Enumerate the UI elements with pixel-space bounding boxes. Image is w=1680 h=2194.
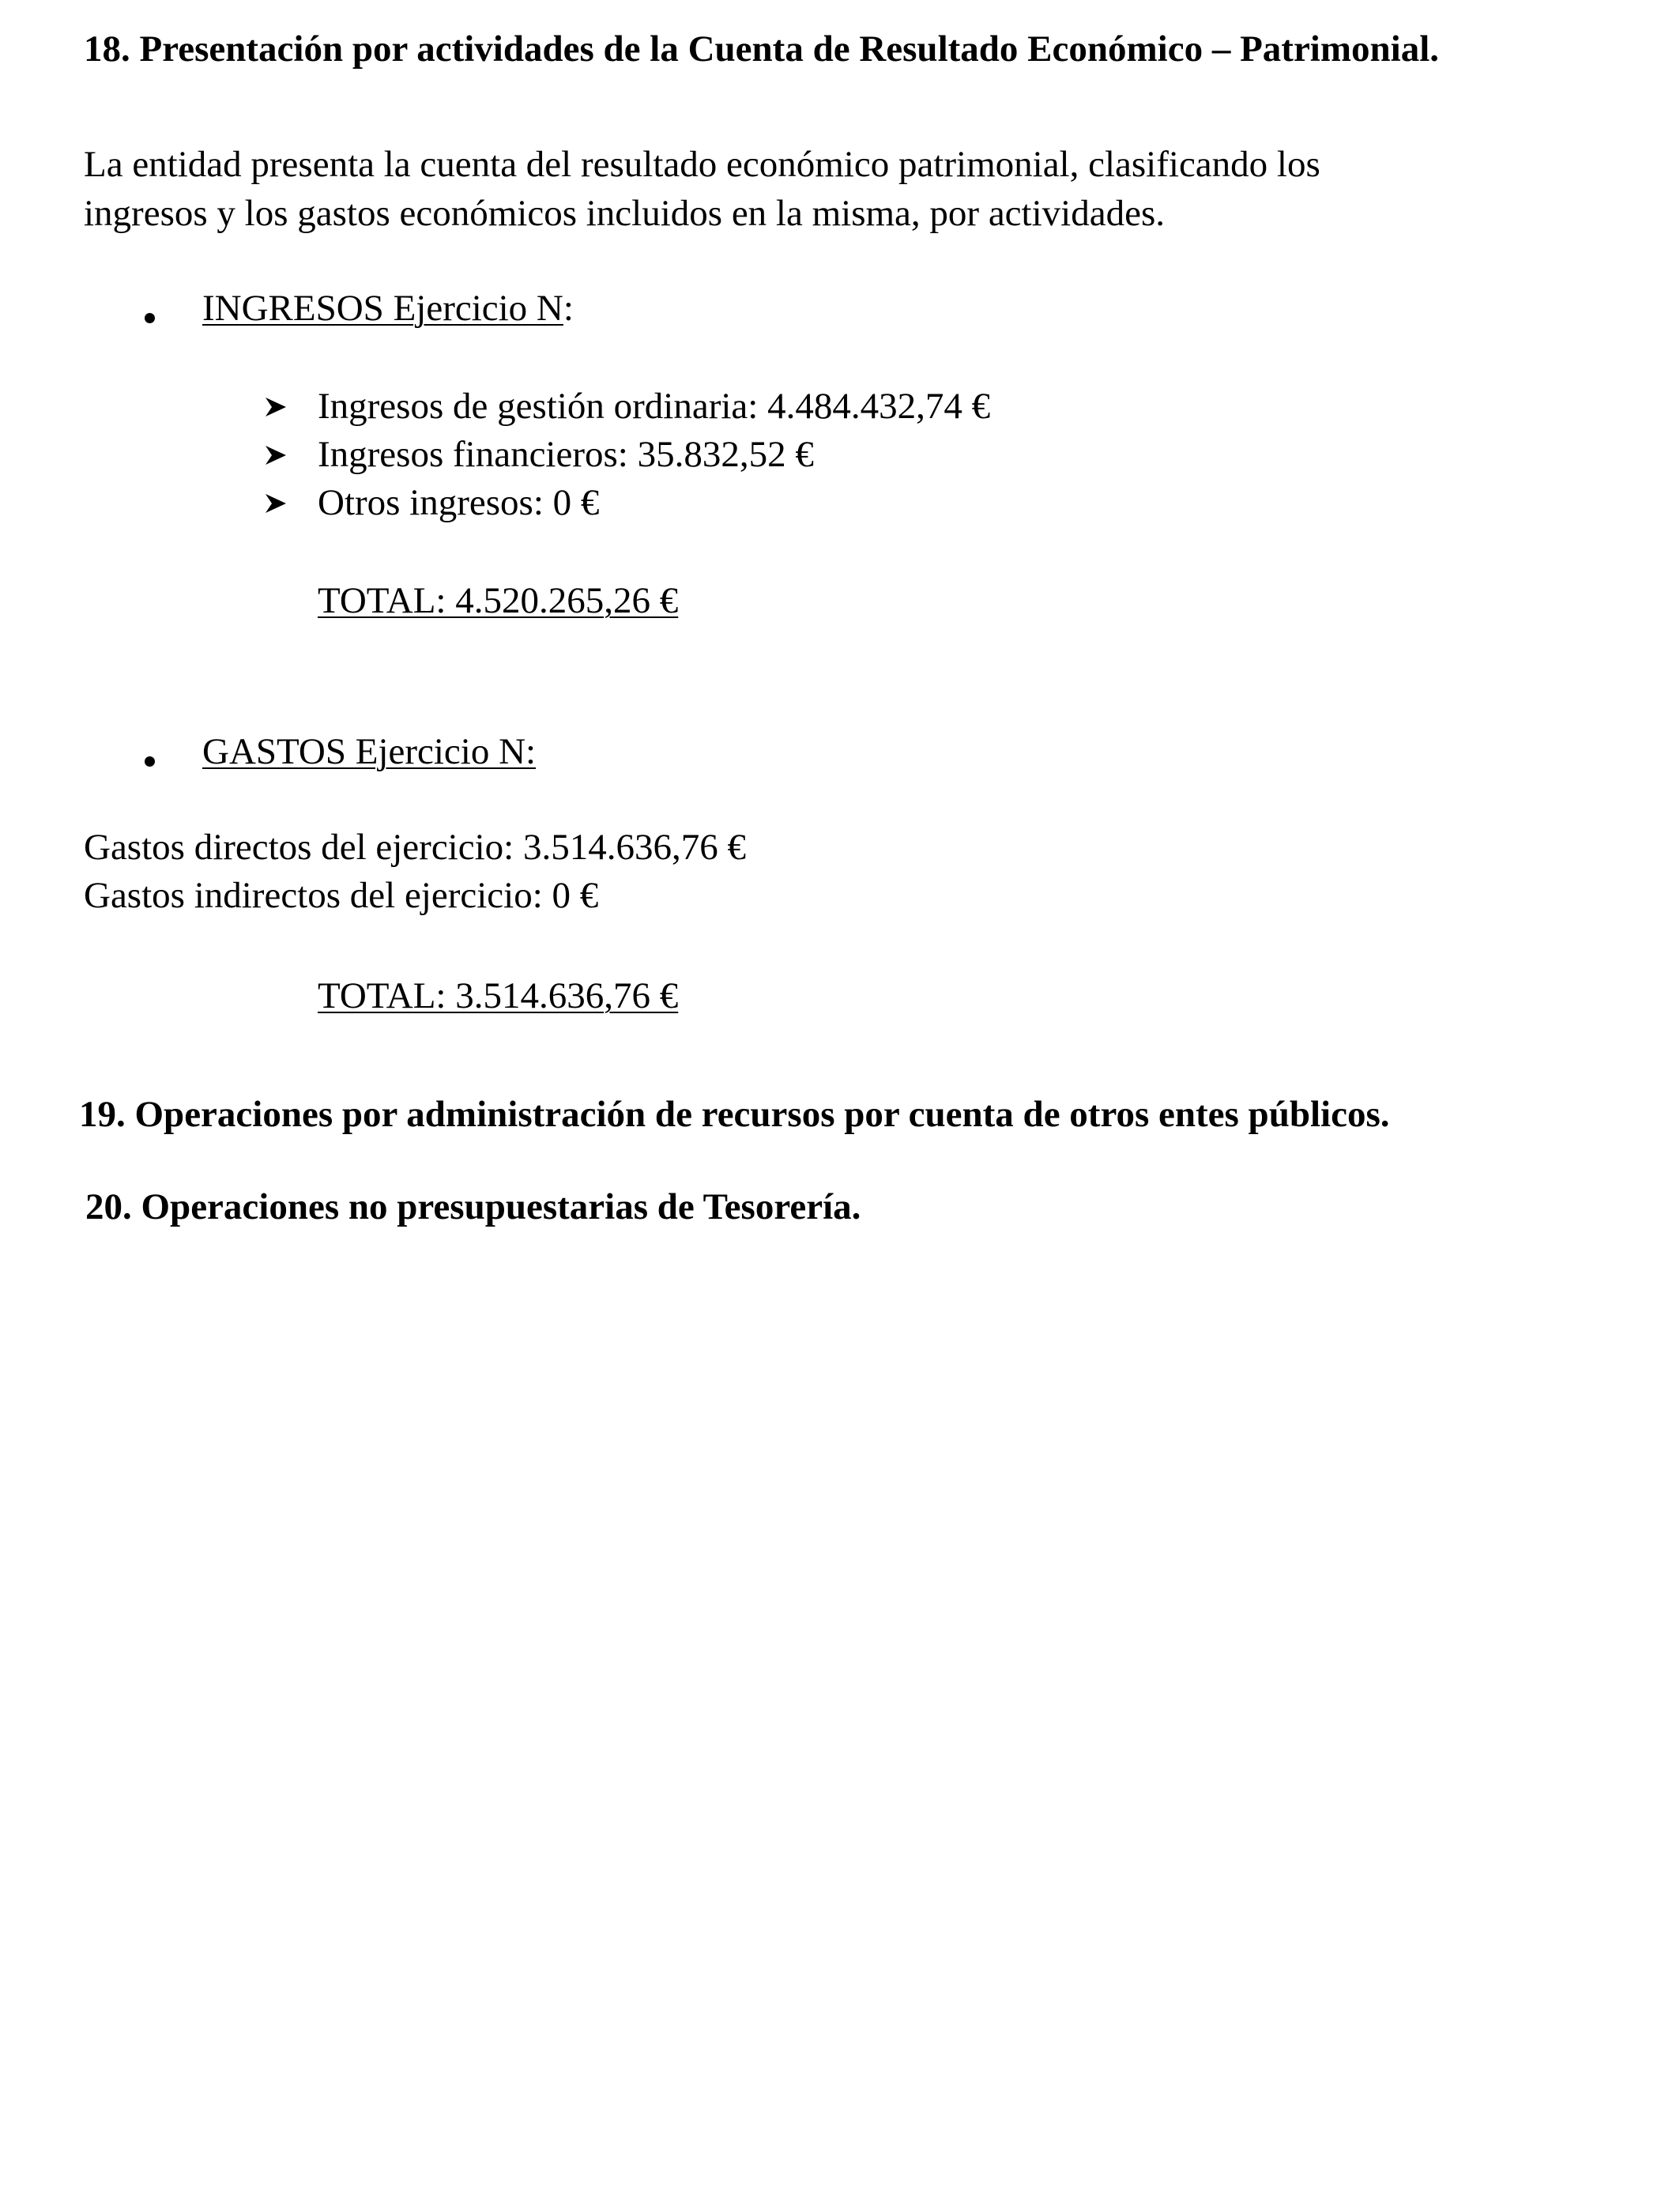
- section-20-heading: 20. Operaciones no presupuestarias de Tesorería.: [85, 1186, 861, 1227]
- gastos-item-indirectos: Gastos indirectos del ejercicio: 0 €: [84, 875, 599, 916]
- arrow-bullet-icon: [264, 443, 288, 467]
- intro-line-1: La entidad presenta la cuenta del resultado económico patrimonial, clasificando los: [84, 144, 1320, 185]
- arrow-bullet-icon: [264, 492, 288, 515]
- ingresos-title-colon: :: [563, 288, 574, 329]
- bullet-dot-icon: [145, 756, 155, 767]
- section-18-heading: 18. Presentación por actividades de la Cuenta de Resultado Económico – Patrimonial.: [84, 28, 1440, 70]
- ingresos-total: TOTAL: 4.520.265,26 €: [318, 580, 679, 621]
- gastos-title: GASTOS Ejercicio N:: [202, 731, 537, 772]
- intro-line-2: ingresos y los gastos económicos incluidos en la misma, por actividades.: [84, 193, 1165, 234]
- arrow-bullet-icon: [264, 395, 288, 419]
- gastos-total: TOTAL: 3.514.636,76 €: [318, 975, 679, 1016]
- ingresos-item-gestion-ordinaria: Ingresos de gestión ordinaria: 4.484.432,74 €: [318, 386, 991, 427]
- ingresos-title: INGRESOS Ejercicio N: [202, 288, 563, 329]
- ingresos-title-row: [202, 285, 574, 332]
- section-19-heading: 19. Operaciones por administración de recursos por cuenta de otros entes públicos.: [79, 1094, 1390, 1135]
- gastos-item-directos: Gastos directos del ejercicio: 3.514.636,76 €: [84, 827, 746, 868]
- ingresos-item-financieros: Ingresos financieros: 35.832,52 €: [318, 434, 814, 475]
- bullet-dot-icon: [145, 313, 155, 323]
- ingresos-item-otros: Otros ingresos: 0 €: [318, 482, 600, 523]
